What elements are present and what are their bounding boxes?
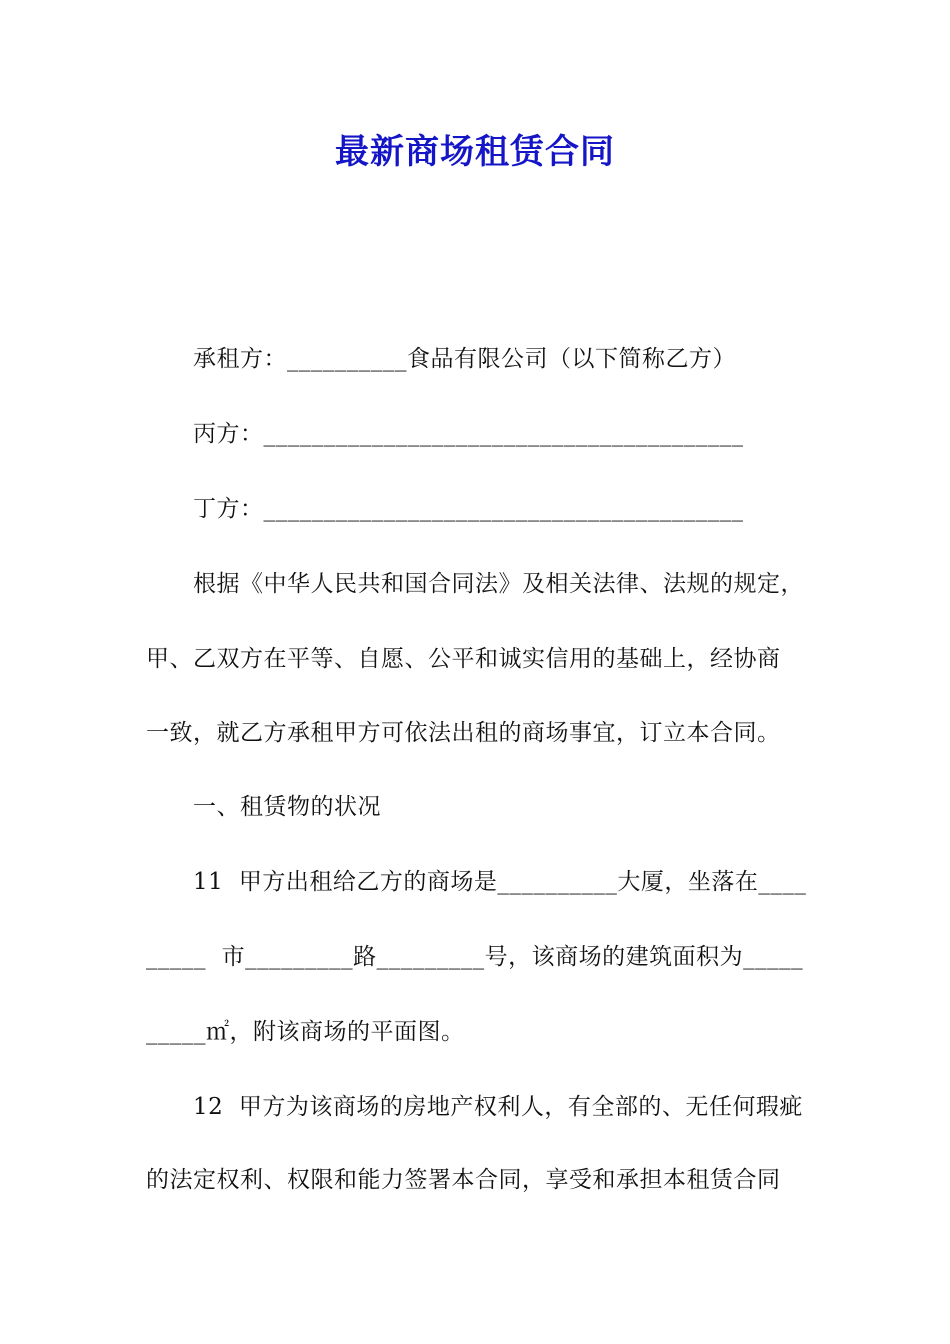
lessee-line: 承租方：__________食品有限公司（以下简称乙方） — [193, 346, 736, 372]
party-c-line: 丙方：________________________________________ — [193, 421, 744, 447]
clause-12-line-1: 12 甲方为该商场的房地产权利人，有全部的、无任何瑕疵 — [193, 1094, 803, 1120]
clause-11-line-2: _____ 市_________路_________号，该商场的建筑面积为_____ — [146, 944, 804, 970]
section-heading: 一、租赁物的状况 — [193, 794, 381, 820]
party-d-line: 丁方：________________________________________ — [193, 496, 744, 522]
preamble-line-2: 甲、乙双方在平等、自愿、公平和诚实信用的基础上，经协商 — [146, 646, 781, 672]
preamble-line-3: 一致，就乙方承租甲方可依法出租的商场事宜，订立本合同。 — [146, 720, 781, 746]
clause-11-line-3: _____㎡，附该商场的平面图。 — [146, 1019, 465, 1045]
clause-11-line-1: 11 甲方出租给乙方的商场是__________大厦，坐落在____ — [193, 869, 807, 895]
clause-12-line-2: 的法定权利、权限和能力签署本合同，享受和承担本租赁合同 — [146, 1167, 781, 1193]
document-title: 最新商场租赁合同 — [335, 132, 615, 172]
preamble-line-1: 根据《中华人民共和国合同法》及相关法律、法规的规定， — [193, 571, 804, 597]
